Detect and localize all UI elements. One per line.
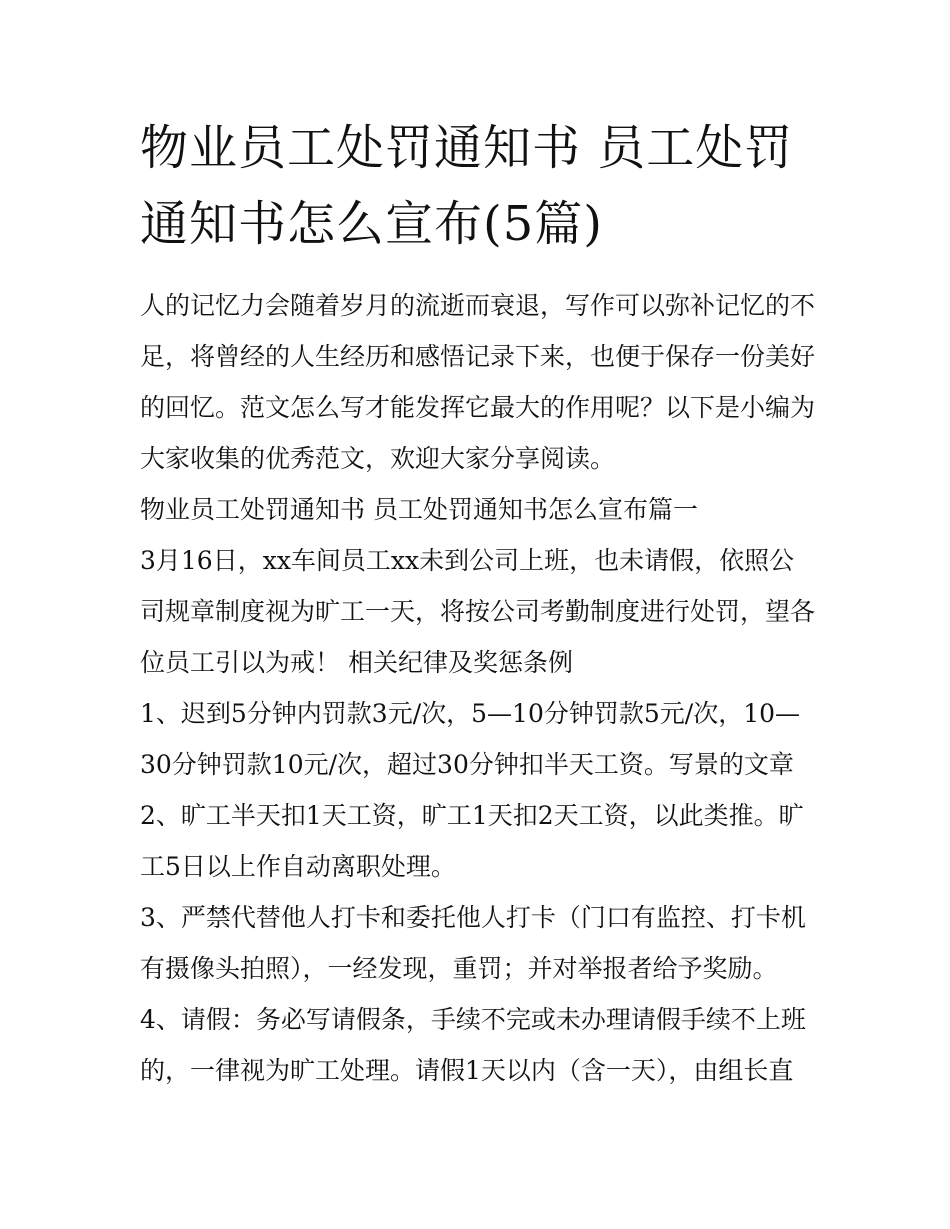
body-line: 足，将曾经的人生经历和感悟记录下来，也便于保存一份美好 (140, 342, 816, 371)
body-line: 3月16日，xx车间员工xx未到公司上班，也未请假，依照公 (140, 546, 795, 575)
title-line-2: 通知书怎么宣布(5篇) (140, 196, 603, 252)
rule-item-1-cont: 30分钟罚款10元/次，超过30分钟扣半天工资。写景的文章 (140, 750, 794, 779)
body-line: 司规章制度视为旷工一天，将按公司考勤制度进行处罚，望各 (140, 597, 816, 626)
document-title (140, 110, 820, 262)
document-body (140, 280, 820, 1096)
document-page (140, 110, 820, 1096)
title-line-1: 物业员工处罚通知书 员工处罚 (140, 120, 794, 176)
rule-item-2: 2、旷工半天扣1天工资，旷工1天扣2天工资，以此类推。旷 (140, 801, 804, 830)
rule-item-1: 1、迟到5分钟内罚款3元/次，5—10分钟罚款5元/次，10— (140, 699, 800, 728)
body-line: 大家收集的优秀范文，欢迎大家分享阅读。 (140, 444, 616, 473)
body-line: 人的记忆力会随着岁月的流逝而衰退，写作可以弥补记忆的不 (140, 291, 816, 320)
section-heading: 物业员工处罚通知书 员工处罚通知书怎么宣布篇一 (140, 495, 698, 524)
body-line: 位员工引以为戒！ 相关纪律及奖惩条例 (140, 648, 573, 677)
rule-item-3: 3、严禁代替他人打卡和委托他人打卡（门口有监控、打卡机 (140, 903, 806, 932)
rule-item-2-cont: 工5日以上作自动离职处理。 (140, 852, 456, 881)
rule-item-4: 4、请假：务必写请假条，手续不完或未办理请假手续不上班 (140, 1005, 806, 1034)
body-line: 的回忆。范文怎么写才能发挥它最大的作用呢？以下是小编为 (140, 393, 816, 422)
rule-item-4-cont: 的，一律视为旷工处理。请假1天以内（含一天），由组长直 (140, 1056, 794, 1085)
rule-item-3-cont: 有摄像头拍照），一经发现，重罚；并对举报者给予奖励。 (140, 954, 778, 983)
